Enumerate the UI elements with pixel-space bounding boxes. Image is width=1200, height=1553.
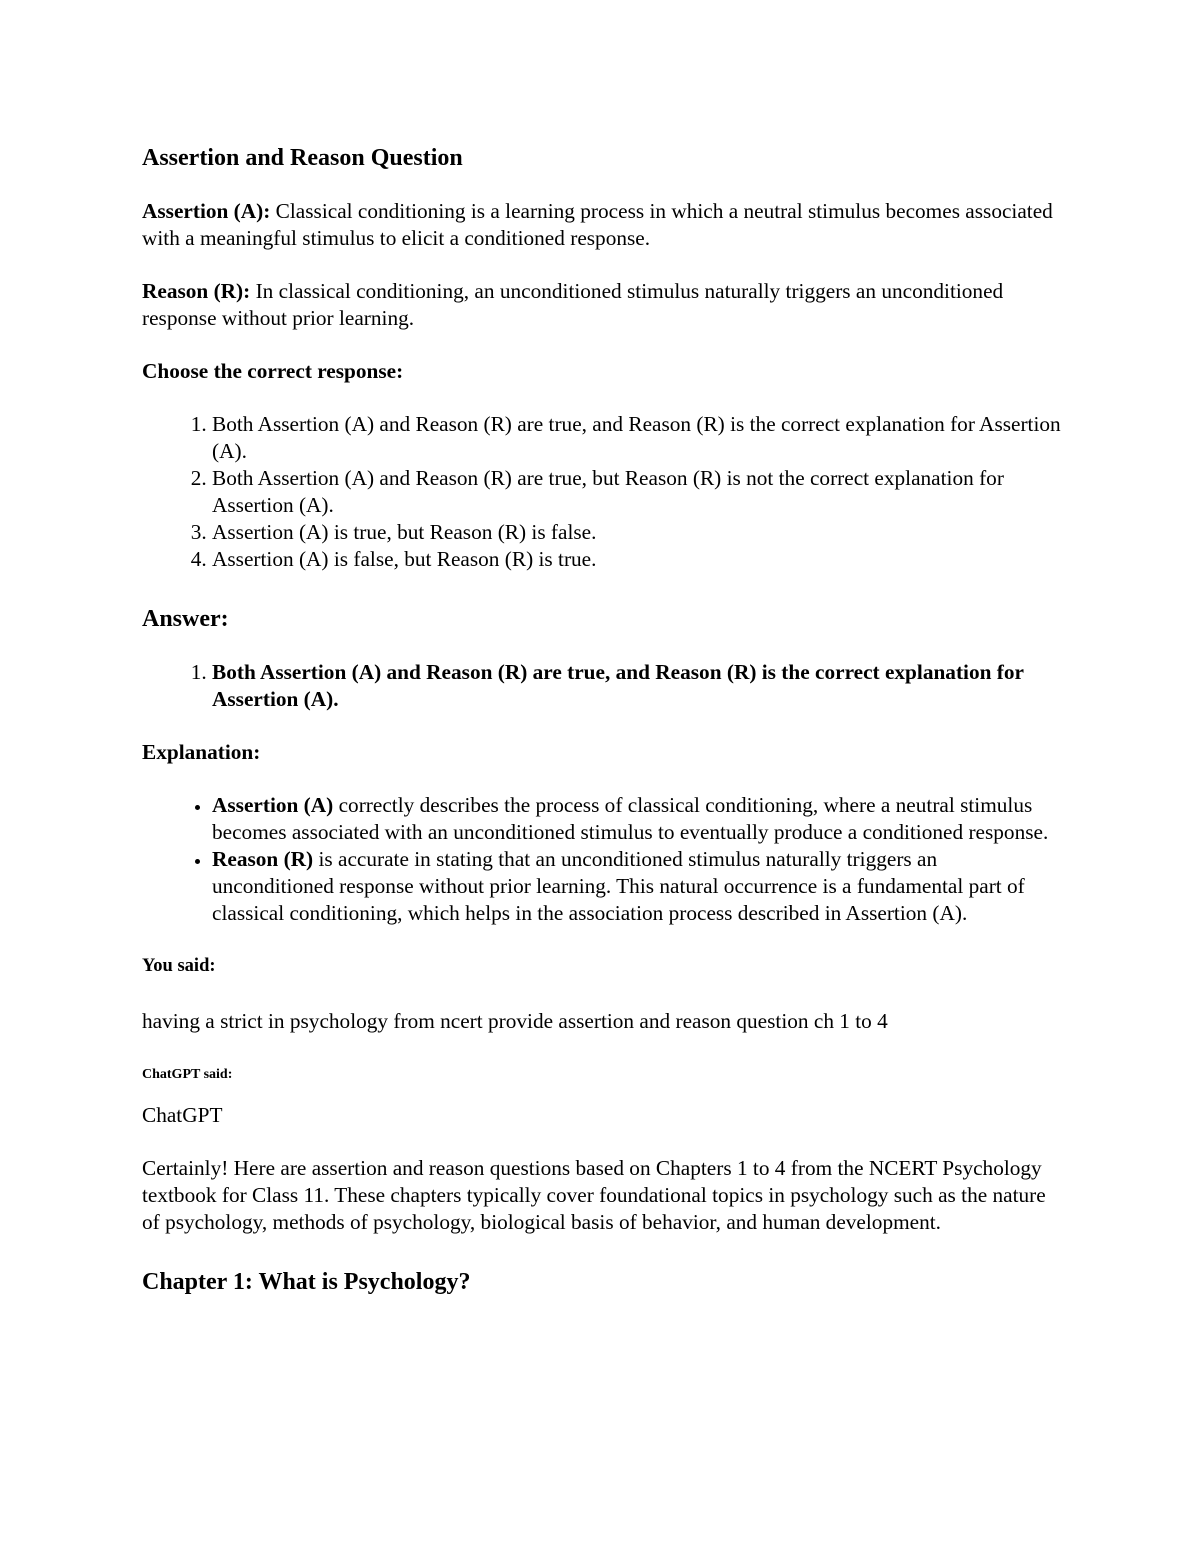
reason-text: In classical conditioning, an unconditioned stimulus naturally triggers an unconditioned response without prior learning.: [142, 279, 1004, 330]
answer-item: [212, 659, 1062, 713]
response-intro: Certainly! Here are assertion and reason questions based on Chapters 1 to 4 from the NCERT Psychology textbook for Class 11. These chapters typically cover foundational topics in psychology such as the nature of psychology, methods of psychology, biological basis of behavior, and human development.: [142, 1156, 1046, 1234]
explanation-item: [212, 792, 1062, 846]
assertion-text: Classical conditioning is a learning process in which a neutral stimulus becomes associated with a meaningful stimulus to elicit a conditioned response.: [142, 199, 1053, 250]
chapter-heading: Chapter 1: What is Psychology?: [142, 1269, 471, 1295]
answer-list: [142, 659, 1062, 713]
chatgpt-name: ChatGPT: [142, 1103, 223, 1127]
user-message: having a strict in psychology from ncert provide assertion and reason question ch 1 to 4: [142, 1009, 888, 1033]
answer-text: Both Assertion (A) and Reason (R) are true, and Reason (R) is the correct explanation for Assertion (A).: [212, 660, 1024, 711]
explanation-list: [142, 792, 1062, 927]
assertion-label: Assertion (A):: [142, 199, 271, 223]
explanation-item-label: Assertion (A): [212, 793, 334, 817]
explanation-item-text: is accurate in stating that an unconditioned stimulus naturally triggers an unconditioned response without prior learning. This natural occurrence is a fundamental part of classical conditioning, which helps in the association process described in Assertion (A).: [212, 847, 1025, 925]
explanation-item-label: Reason (R): [212, 847, 314, 871]
page-title: Assertion and Reason Question: [142, 145, 463, 171]
answer-heading: Answer:: [142, 606, 229, 632]
reason-label: Reason (R):: [142, 279, 251, 303]
explanation-item-text: correctly describes the process of classical conditioning, where a neutral stimulus becomes associated with an unconditioned stimulus to eventually produce a conditioned response.: [212, 793, 1049, 844]
choose-label: Choose the correct response:: [142, 359, 404, 383]
option-item: 3. Assertion (A) is true, but Reason (R) is false.: [212, 519, 1062, 546]
reason-paragraph: [142, 278, 1062, 332]
option-item: 4. Assertion (A) is false, but Reason (R) is true.: [212, 546, 1062, 573]
explanation-item: [212, 846, 1062, 927]
options-list: [142, 411, 1062, 573]
option-item: 1. Both Assertion (A) and Reason (R) are true, and Reason (R) is the correct explanation for Assertion (A).: [212, 411, 1062, 465]
document-page: [142, 142, 1062, 1298]
explanation-label: Explanation:: [142, 740, 261, 764]
you-said-label: You said:: [142, 956, 216, 976]
assertion-paragraph: [142, 198, 1062, 252]
option-item: 2. Both Assertion (A) and Reason (R) are true, but Reason (R) is not the correct explanation for Assertion (A).: [212, 465, 1062, 519]
chatgpt-said-label: ChatGPT said:: [142, 1067, 233, 1082]
